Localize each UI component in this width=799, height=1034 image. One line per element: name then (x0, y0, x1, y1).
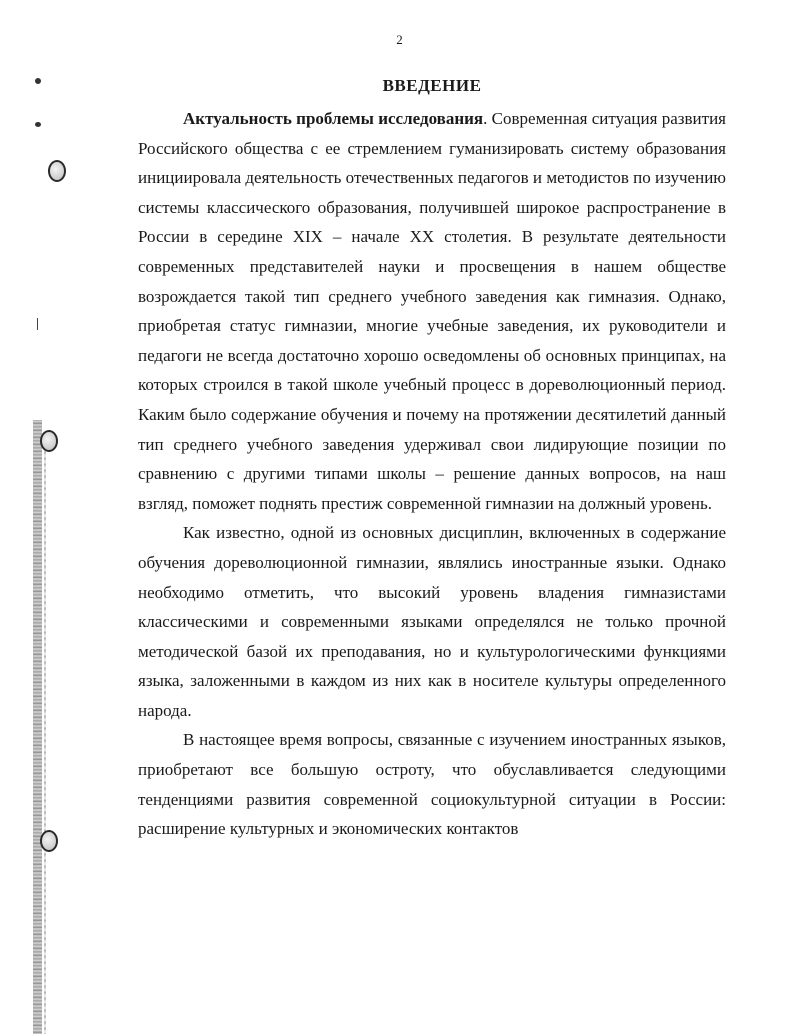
page-number: 2 (396, 32, 403, 47)
paragraph-2: Как известно, одной из основных дисциплин, включенных в содержание обучения дореволюционной гимназии, являлись иностранные языки. Однако необходимо отметить, что высокий уровень владения гимназистами классическими и современными языками определялся не только прочной методической базой их преподавания, но и культурологическими функциями языка, заложенными в каждом из них как в носителе культуры определенного народа. (138, 523, 726, 720)
scan-tick (37, 318, 38, 330)
scan-speck (35, 78, 41, 84)
scan-speck (35, 122, 41, 127)
paragraph-1-text: . Современная ситуация развития Российского общества с ее стремлением гуманизировать систему образования инициировала деятельность отечественных педагогов и методистов по изучению системы классического образования, получившей широкое распространение в России в середине XIX – начале XX столетия. В результате деятельности современных представителей науки и просвещения в нашем обществе возрождается такой тип среднего учебного заведения как гимназия. Однако, приобретая статус гимназии, многие учебные заведения, их руководители и педагоги не всегда достаточно хорошо осведомлены об основных принципах, на которых строился в такой школе учебный процесс в дореволюционный период. Каким было содержание обучения и почему на протяжении десятилетий данный тип среднего учебного заведения удерживал свои лидирующие позиции по сравнению с другими типами школы – решение данных вопросов, на наш взгляд, поможет поднять престиж современной гимназии на должный уровень. (138, 109, 726, 513)
punch-hole-middle (40, 430, 58, 452)
paragraph-3: В настоящее время вопросы, связанные с изучением иностранных языков, приобретают все большую остроту, что обуславливается следующими тенденциями развития современной социокультурной ситуации в России: расширение культурных и экономических контактов (138, 730, 726, 839)
body-text (138, 104, 726, 844)
punch-hole-bottom (40, 830, 58, 852)
punch-hole-top (48, 160, 66, 182)
binding-strip (33, 420, 42, 1034)
paragraph-1 (138, 104, 726, 518)
page-title: ВВЕДЕНИЕ (382, 76, 482, 95)
binding-strip-edge (44, 440, 46, 1034)
paragraph-lead: Актуальность проблемы исследования (183, 109, 484, 128)
